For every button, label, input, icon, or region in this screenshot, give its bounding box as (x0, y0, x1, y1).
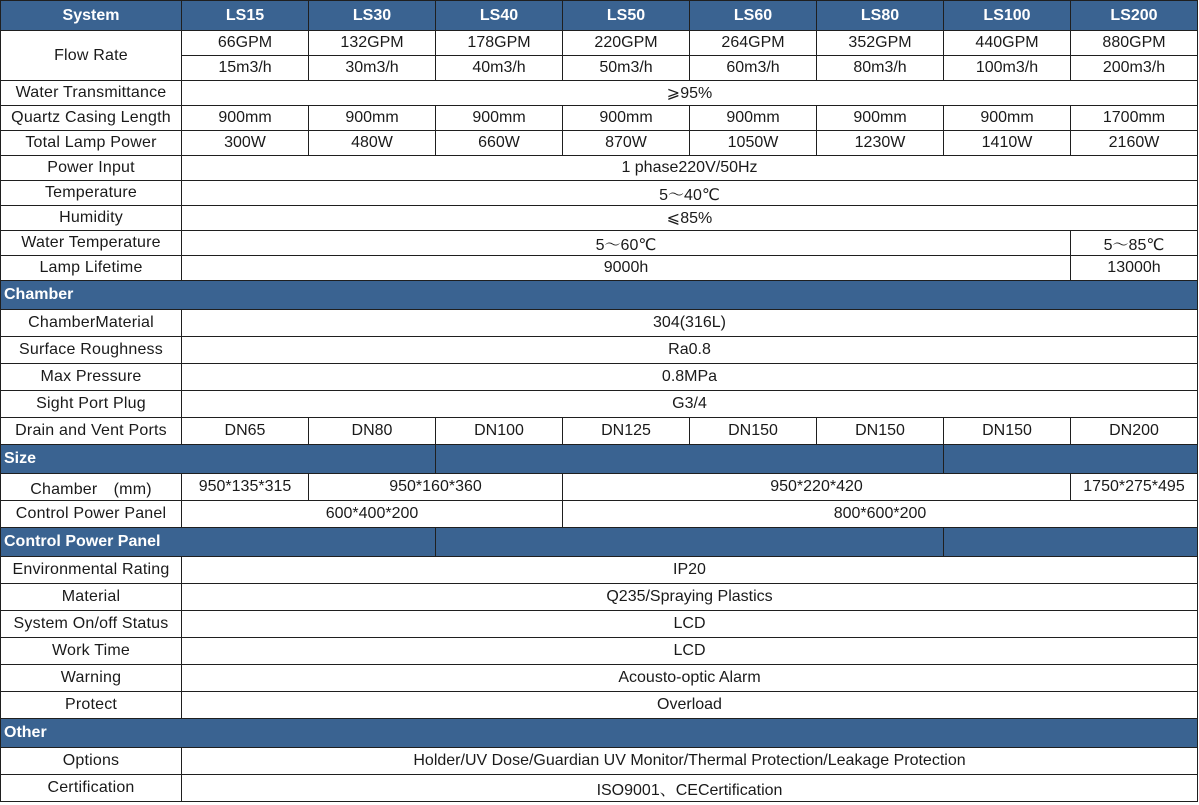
options-value: Holder/UV Dose/Guardian UV Monitor/Thermal Protection/Leakage Protection (182, 748, 1198, 775)
total-lamp-power-cell: 1230W (817, 131, 944, 156)
protect-value: Overload (182, 692, 1198, 719)
size-section-row (1, 445, 1198, 474)
humidity-label: Humidity (1, 206, 182, 231)
lamp-lifetime-label: Lamp Lifetime (1, 256, 182, 281)
sight-port-label: Sight Port Plug (1, 391, 182, 418)
surface-roughness-label: Surface Roughness (1, 337, 182, 364)
total-lamp-power-row (1, 131, 1198, 156)
protect-label: Protect (1, 692, 182, 719)
header-system: System (1, 1, 182, 31)
options-label: Options (1, 748, 182, 775)
work-time-row (1, 638, 1198, 665)
power-input-row (1, 156, 1198, 181)
quartz-casing-cell: 900mm (182, 106, 309, 131)
drain-vent-cell: DN150 (690, 418, 817, 445)
drain-vent-cell: DN80 (309, 418, 436, 445)
flow-rate-m3h-cell: 100m3/h (944, 56, 1071, 81)
drain-vent-cell: DN200 (1071, 418, 1198, 445)
quartz-casing-cell: 900mm (309, 106, 436, 131)
drain-vent-cell: DN100 (436, 418, 563, 445)
section-title-size: Size (1, 445, 436, 474)
warning-value: Acousto-optic Alarm (182, 665, 1198, 692)
flow-rate-gpm-cell: 178GPM (436, 31, 563, 56)
options-row (1, 748, 1198, 775)
flow-rate-m3h-cell: 30m3/h (309, 56, 436, 81)
drain-vent-cell: DN65 (182, 418, 309, 445)
water-temperature-value-ls200: 5～85℃ (1071, 231, 1198, 256)
sight-port-row (1, 391, 1198, 418)
total-lamp-power-cell: 1410W (944, 131, 1071, 156)
onoff-status-value: LCD (182, 611, 1198, 638)
quartz-casing-cell: 900mm (690, 106, 817, 131)
section-header-blank (436, 528, 944, 557)
water-transmittance-row (1, 81, 1198, 106)
humidity-row (1, 206, 1198, 231)
quartz-casing-cell: 900mm (563, 106, 690, 131)
header-model: LS30 (309, 1, 436, 31)
size-chamber-label: Chamber (mm) (1, 474, 182, 501)
chamber-material-row (1, 310, 1198, 337)
size-chamber-ls200: 1750*275*495 (1071, 474, 1198, 501)
section-header-blank (944, 445, 1198, 474)
flow-rate-m3h-cell: 200m3/h (1071, 56, 1198, 81)
protect-row (1, 692, 1198, 719)
size-panel-row (1, 501, 1198, 528)
sight-port-value: G3/4 (182, 391, 1198, 418)
total-lamp-power-cell: 660W (436, 131, 563, 156)
total-lamp-power-cell: 300W (182, 131, 309, 156)
header-model: LS100 (944, 1, 1071, 31)
onoff-status-label: System On/off Status (1, 611, 182, 638)
max-pressure-label: Max Pressure (1, 364, 182, 391)
other-section-row (1, 719, 1198, 748)
size-panel-label: Control Power Panel (1, 501, 182, 528)
drain-vent-cell: DN150 (817, 418, 944, 445)
flow-rate-m3h-cell: 40m3/h (436, 56, 563, 81)
size-chamber-row (1, 474, 1198, 501)
humidity-value: ⩽85% (182, 206, 1198, 231)
header-model: LS50 (563, 1, 690, 31)
warning-label: Warning (1, 665, 182, 692)
section-header-blank (944, 528, 1198, 557)
certification-label: Certification (1, 775, 182, 802)
water-transmittance-value: ⩾95% (182, 81, 1198, 106)
size-panel-small: 600*400*200 (182, 501, 563, 528)
flow-rate-gpm-cell: 220GPM (563, 31, 690, 56)
temperature-row (1, 181, 1198, 206)
total-lamp-power-label: Total Lamp Power (1, 131, 182, 156)
flow-rate-gpm-row (1, 31, 1198, 56)
control-section-row (1, 528, 1198, 557)
lamp-lifetime-value-ls200: 13000h (1071, 256, 1198, 281)
water-temperature-row (1, 231, 1198, 256)
flow-rate-m3h-cell: 50m3/h (563, 56, 690, 81)
flow-rate-gpm-cell: 264GPM (690, 31, 817, 56)
certification-row (1, 775, 1198, 802)
drain-vent-cell: DN150 (944, 418, 1071, 445)
flow-rate-gpm-cell: 66GPM (182, 31, 309, 56)
warning-row (1, 665, 1198, 692)
lamp-lifetime-value: 9000h (182, 256, 1071, 281)
temperature-label: Temperature (1, 181, 182, 206)
onoff-status-row (1, 611, 1198, 638)
drain-vent-label: Drain and Vent Ports (1, 418, 182, 445)
flow-rate-m3h-cell: 60m3/h (690, 56, 817, 81)
env-rating-value: IP20 (182, 557, 1198, 584)
section-title-control-panel: Control Power Panel (1, 528, 436, 557)
section-header-blank (436, 445, 944, 474)
certification-value: ISO9001、CECertification (182, 775, 1198, 802)
flow-rate-m3h-cell: 80m3/h (817, 56, 944, 81)
quartz-casing-cell: 900mm (436, 106, 563, 131)
power-input-value: 1 phase220V/50Hz (182, 156, 1198, 181)
total-lamp-power-cell: 2160W (1071, 131, 1198, 156)
work-time-value: LCD (182, 638, 1198, 665)
chamber-material-value: 304(316L) (182, 310, 1198, 337)
quartz-casing-cell: 900mm (817, 106, 944, 131)
water-temperature-value: 5～60℃ (182, 231, 1071, 256)
flow-rate-m3h-cell: 15m3/h (182, 56, 309, 81)
quartz-casing-cell: 900mm (944, 106, 1071, 131)
section-title-other: Other (1, 719, 1198, 748)
temperature-value: 5～40℃ (182, 181, 1198, 206)
chamber-section-row (1, 281, 1198, 310)
flow-rate-gpm-cell: 440GPM (944, 31, 1071, 56)
work-time-label: Work Time (1, 638, 182, 665)
surface-roughness-row (1, 337, 1198, 364)
header-model: LS200 (1071, 1, 1198, 31)
quartz-casing-label: Quartz Casing Length (1, 106, 182, 131)
flow-rate-gpm-cell: 132GPM (309, 31, 436, 56)
water-temperature-label: Water Temperature (1, 231, 182, 256)
drain-vent-row (1, 418, 1198, 445)
flow-rate-gpm-cell: 352GPM (817, 31, 944, 56)
size-chamber-ls50-ls100: 950*220*420 (563, 474, 1071, 501)
chamber-material-label: ChamberMaterial (1, 310, 182, 337)
header-row (1, 1, 1198, 31)
quartz-casing-cell: 1700mm (1071, 106, 1198, 131)
header-model: LS80 (817, 1, 944, 31)
max-pressure-row (1, 364, 1198, 391)
total-lamp-power-cell: 870W (563, 131, 690, 156)
power-input-label: Power Input (1, 156, 182, 181)
env-rating-row (1, 557, 1198, 584)
panel-material-row (1, 584, 1198, 611)
drain-vent-cell: DN125 (563, 418, 690, 445)
header-model: LS40 (436, 1, 563, 31)
flow-rate-gpm-cell: 880GPM (1071, 31, 1198, 56)
size-panel-large: 800*600*200 (563, 501, 1198, 528)
env-rating-label: Environmental Rating (1, 557, 182, 584)
flow-rate-label: Flow Rate (1, 31, 182, 81)
header-model: LS15 (182, 1, 309, 31)
total-lamp-power-cell: 480W (309, 131, 436, 156)
size-chamber-ls15: 950*135*315 (182, 474, 309, 501)
panel-material-label: Material (1, 584, 182, 611)
total-lamp-power-cell: 1050W (690, 131, 817, 156)
quartz-casing-row (1, 106, 1198, 131)
lamp-lifetime-row (1, 256, 1198, 281)
surface-roughness-value: Ra0.8 (182, 337, 1198, 364)
section-title-chamber: Chamber (1, 281, 1198, 310)
header-model: LS60 (690, 1, 817, 31)
water-transmittance-label: Water Transmittance (1, 81, 182, 106)
size-chamber-ls30-ls40: 950*160*360 (309, 474, 563, 501)
panel-material-value: Q235/Spraying Plastics (182, 584, 1198, 611)
max-pressure-value: 0.8MPa (182, 364, 1198, 391)
